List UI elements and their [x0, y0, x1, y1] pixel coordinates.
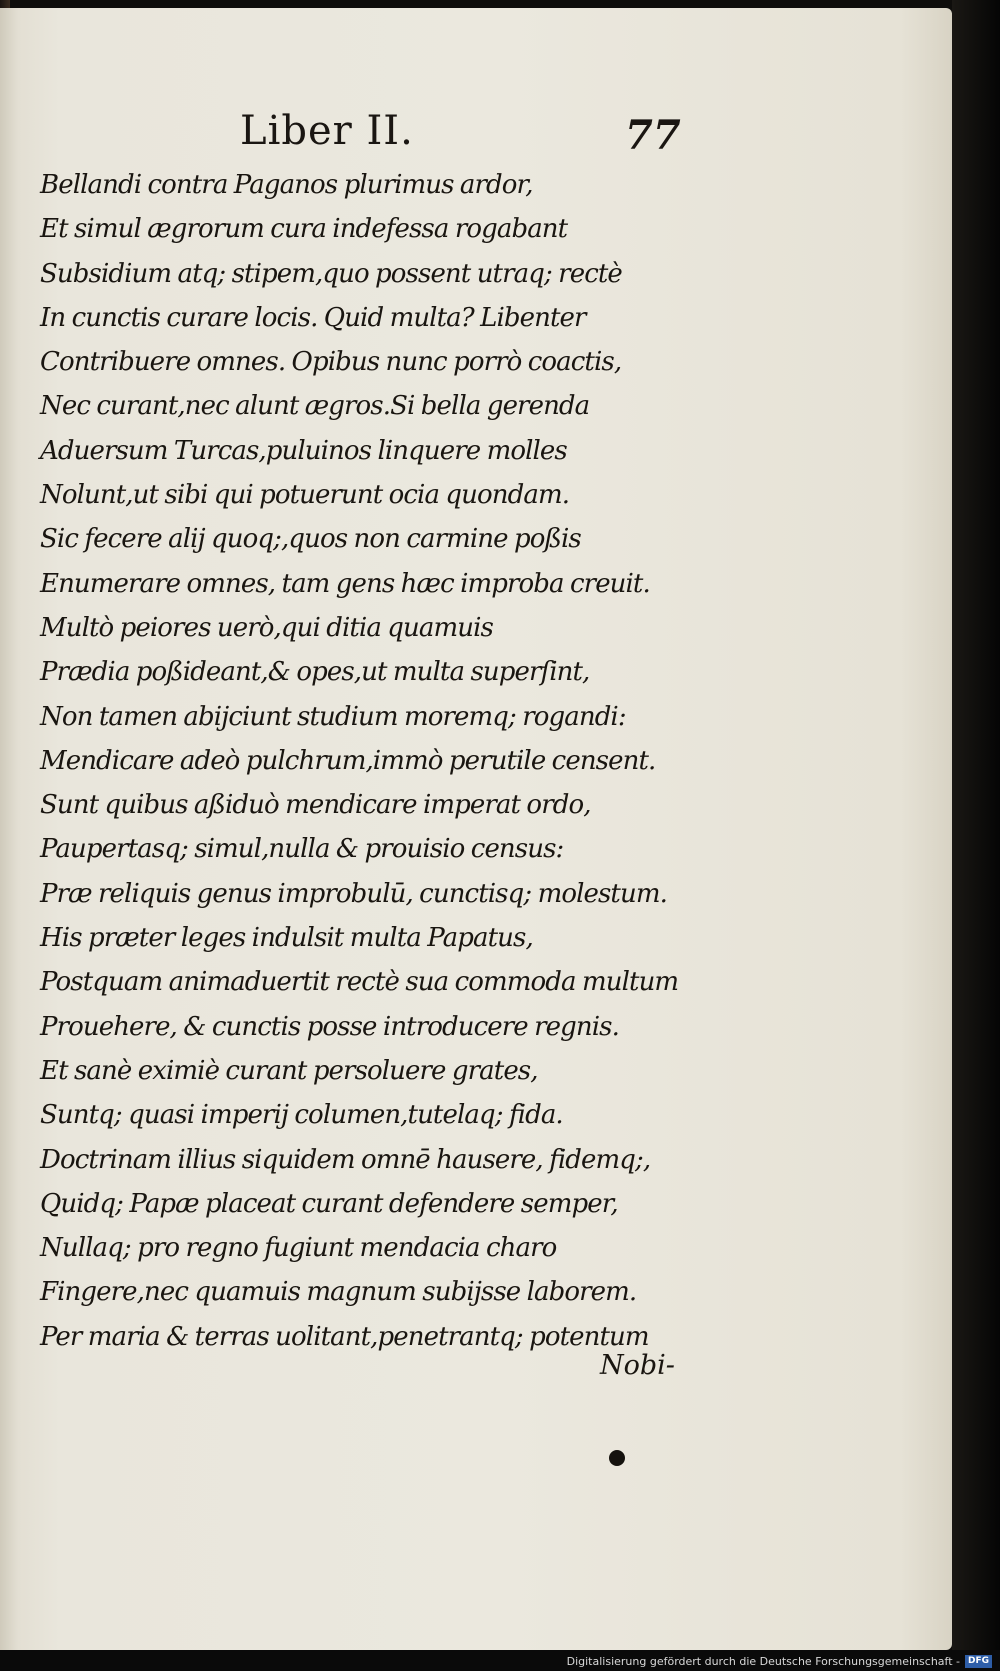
text-line: Sunt quibus aßiduò mendicare imperat ordo,: [40, 790, 591, 821]
text-line: Postquam animaduertit rectè sua commoda multum: [40, 967, 679, 998]
text-line: Prædia poßideant,& opes,ut multa superſint,: [40, 657, 590, 688]
text-line: Per maria & terras uolitant,penetrantq; potentum: [40, 1321, 649, 1352]
book-page: [0, 8, 952, 1650]
text-line: Nec curant,nec alunt ægros.Si bella gerenda: [40, 391, 590, 422]
text-line: Præ reliquis genus improbulū, cunctisq; molestum.: [40, 878, 667, 909]
text-line: Nolunt,ut sibi qui potuerunt ocia quondam.: [40, 480, 570, 511]
running-head: Liber II.: [240, 108, 414, 154]
text-line: Mendicare adeò pulchrum,immò perutile censent.: [40, 745, 656, 776]
text-line: Doctrinam illius siquidem omnē hausere, fidemq;,: [40, 1144, 651, 1175]
footer-bar: [0, 1650, 1000, 1671]
page-edge-shadow: [952, 0, 1000, 1671]
catchword: Nobi-: [600, 1350, 675, 1381]
text-line: Aduersum Turcas,puluinos linquere molles: [40, 435, 567, 466]
text-line: Enumerare omnes, tam gens hæc improba creuit.: [40, 568, 650, 599]
text-line: Contribuere omnes. Opibus nunc porrò coactis,: [40, 347, 622, 378]
dfg-logo-icon: DFG: [965, 1655, 992, 1668]
text-line: Non tamen abijciunt studium moremq; rogandi:: [40, 701, 626, 732]
text-line: Fingere,nec quamuis magnum subijsse laborem.: [40, 1277, 637, 1308]
text-line: Subsidium atq; stipem,quo possent utraq; rectè: [40, 258, 622, 289]
text-line: Quidq; Papæ placeat curant defendere semper,: [40, 1188, 618, 1219]
text-line: Nullaq; pro regno fugiunt mendacia charo: [40, 1233, 557, 1264]
text-line: His præter leges indulsit multa Papatus,: [40, 923, 533, 954]
text-line: Multò peiores uerò,qui ditia quamuis: [40, 612, 493, 643]
text-line: In cunctis curare locis. Quid multa? Libenter: [40, 302, 586, 333]
text-line: Sic fecere alij quoq;,quos non carmine poßis: [40, 524, 581, 555]
text-block: [40, 163, 700, 1359]
ink-blot: [609, 1450, 625, 1466]
text-line: Paupertasq; simul,nulla & prouisio census:: [40, 834, 564, 865]
text-line: Et simul ægrorum cura indefessa rogabant: [40, 214, 568, 245]
funding-credit: Digitalisierung gefördert durch die Deutsche Forschungsgemeinschaft -: [566, 1655, 960, 1668]
page-number: 77: [625, 112, 681, 159]
text-line: Et sanè eximiè curant persoluere grates,: [40, 1055, 538, 1086]
text-line: Suntq; quasi imperij columen,tutelaq; fida.: [40, 1100, 563, 1131]
text-line: Bellandi contra Paganos plurimus ardor,: [40, 170, 533, 200]
text-line: Prouehere, & cunctis posse introducere regnis.: [40, 1011, 619, 1042]
